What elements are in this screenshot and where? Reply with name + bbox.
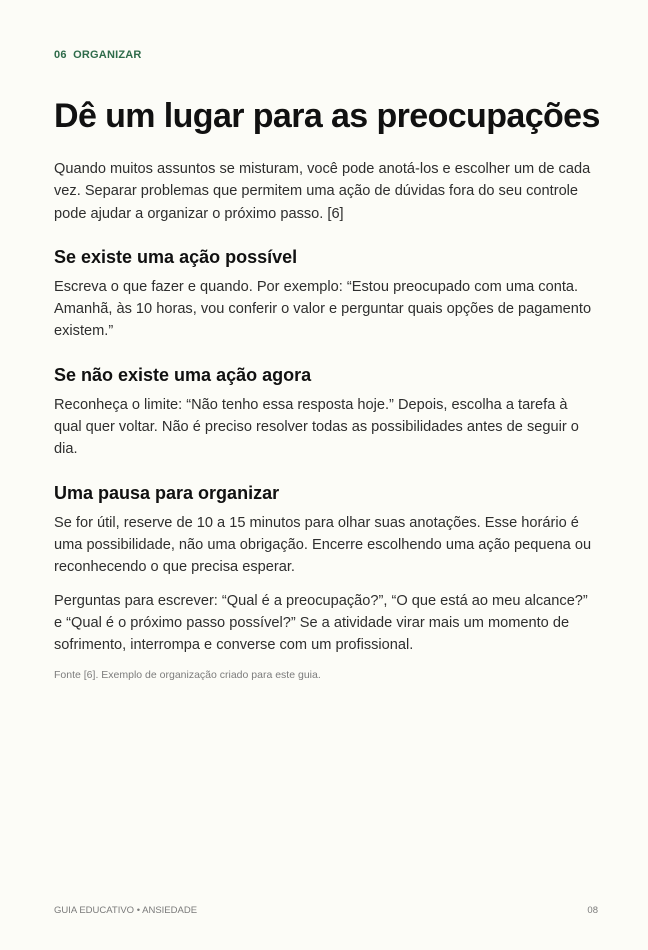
- subheading-no-action: Se não existe uma ação agora: [54, 364, 312, 385]
- footer-guide-label: GUIA EDUCATIVO • ANSIEDADE: [54, 905, 198, 916]
- paragraph-no-action: Reconheça o limite: “Não tenho essa resposta hoje.” Depois, escolha a tarefa à qual quer voltar. Não é preciso resolver todas as possibilidades antes de seguir o dia.: [54, 396, 579, 458]
- subheading-action-possible: Se existe uma ação possível: [54, 246, 298, 267]
- content: [54, 158, 598, 681]
- document-page: [54, 0, 598, 950]
- subheading-pause: Uma pausa para organizar: [54, 482, 280, 503]
- paragraph-questions: Perguntas para escrever: “Qual é a preocupação?”, “O que está ao meu alcance?” e “Qual é o próximo passo possível?” Se a atividade virar mais um momento de sofrimento, interrompa e converse com um profissional.: [54, 592, 588, 654]
- paragraph-pause: Se for útil, reserve de 10 a 15 minutos para olhar suas anotações. Esse horário é uma possibilidade, não uma obrigação. Encerre escolhendo uma ação pequena ou reconhecendo o que precisa esperar.: [54, 514, 592, 576]
- section-label: 06 ORGANIZAR: [54, 49, 142, 61]
- source-note: Fonte [6]. Exemplo de organização criado para este guia.: [54, 669, 321, 682]
- page-title: Dê um lugar para as preocupações: [54, 97, 600, 135]
- page-number: 08: [587, 905, 598, 916]
- intro-paragraph: Quando muitos assuntos se misturam, você pode anotá-los e escolher um de cada vez. Separar problemas que permitem uma ação de dúvidas fora do seu controle pode ajudar a organizar o próximo passo. [6]: [54, 161, 591, 222]
- paragraph-action-possible: Escreva o que fazer e quando. Por exemplo: “Estou preocupado com uma conta. Amanhã, às 10 horas, vou conferir o valor e perguntar quais opções de pagamento existem.”: [54, 278, 592, 340]
